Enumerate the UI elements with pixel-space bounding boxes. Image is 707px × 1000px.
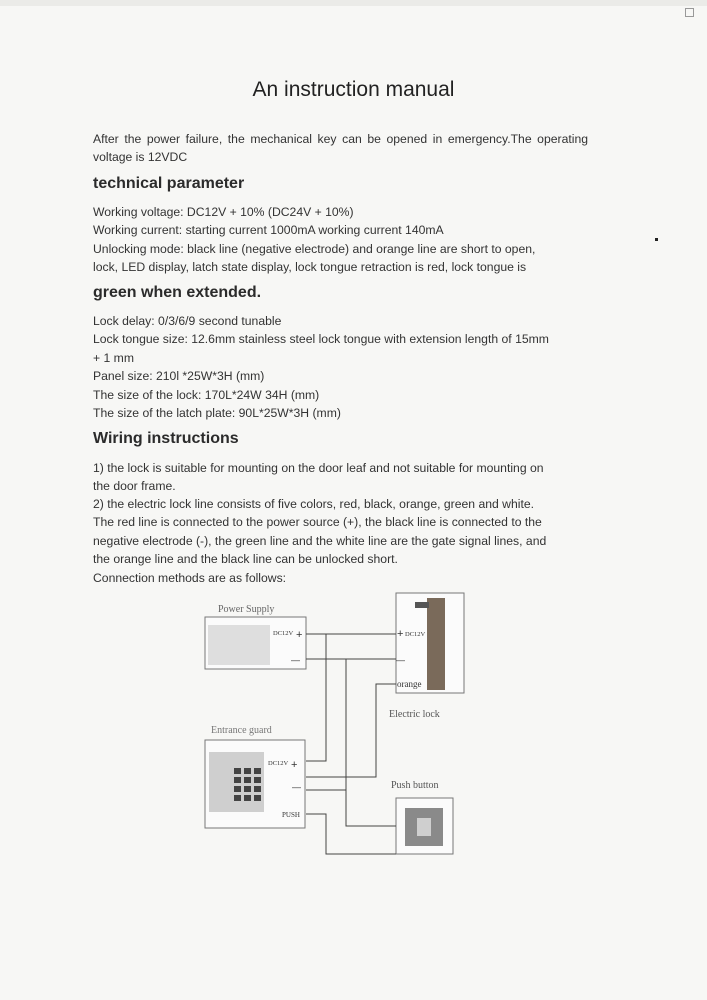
scan-speck — [655, 238, 658, 241]
spec-lock-delay: Lock delay: 0/3/6/9 second tunable — [93, 314, 282, 328]
param-led-display: lock, LED display, latch state display, lock tongue retraction is red, lock tongue is — [93, 260, 527, 275]
section-heading-green: green when extended. — [93, 284, 262, 301]
scan-corner-mark — [685, 8, 694, 17]
wiring-item-2-line-4: the orange line and the black line can be unlocked short. — [93, 552, 398, 567]
power-supply-image — [208, 625, 270, 665]
page-title: An instruction manual — [252, 78, 455, 101]
electric-lock-image — [427, 598, 445, 690]
param-working-voltage: Working voltage: DC12V + 10% (DC24V + 10%) — [93, 205, 354, 219]
spec-lock-tongue: Lock tongue size: 12.6mm stainless steel lock tongue with extension length of 15mm — [93, 332, 549, 347]
lock-plus-sign: + — [397, 628, 404, 640]
power-plus-sign: + — [296, 629, 303, 641]
power-dc12v-label: DC12V — [273, 630, 294, 637]
wiring-item-1-line-1: 1) the lock is suitable for mounting on the door leaf and not suitable for mounting on — [93, 461, 544, 475]
lock-minus-sign: — — [396, 655, 405, 665]
power-minus-sign: — — [291, 655, 300, 665]
section-heading-wiring: Wiring instructions — [93, 430, 239, 447]
param-unlocking-mode: Unlocking mode: black line (negative electrode) and orange line are short to open, — [93, 241, 536, 256]
wiring-item-2-line-3: negative electrode (-), the green line and the white line are the gate signal lines, and — [93, 533, 547, 548]
power-supply-label: Power Supply — [218, 604, 275, 615]
electric-lock-label: Electric lock — [389, 709, 440, 720]
guard-push-label: PUSH — [282, 811, 300, 819]
push-button-label: Push button — [391, 780, 439, 791]
spec-latch-plate: The size of the latch plate: 90L*25W*3H (mm) — [93, 406, 341, 421]
wiring-item-2-line-2: The red line is connected to the power source (+), the black line is connected to the — [93, 515, 542, 530]
wires — [306, 634, 396, 854]
electric-lock-tab — [415, 602, 429, 608]
guard-plus-sign: + — [291, 759, 298, 771]
spec-lock-tongue-cont: + 1 mm — [93, 350, 134, 365]
spec-lock-size: The size of the lock: 170L*24W 34H (mm) — [93, 387, 320, 402]
param-working-current: Working current: starting current 1000mA working current 140mA — [93, 223, 444, 238]
push-button-face — [417, 818, 431, 836]
entrance-guard-label: Entrance guard — [211, 725, 272, 736]
intro-paragraph: After the power failure, the mechanical key can be opened in emergency.The operating voltage is 12VDC — [93, 132, 588, 165]
guard-minus-sign: — — [292, 782, 301, 792]
guard-dc12v-label: DC12V — [268, 760, 289, 767]
wiring-item-2-line-1: 2) the electric lock line consists of five colors, red, black, orange, green and white. — [93, 497, 534, 511]
spec-panel-size: Panel size: 210l *25W*3H (mm) — [93, 369, 265, 384]
lock-orange-label: orange — [397, 679, 422, 689]
wiring-item-1-line-2: the door frame. — [93, 479, 176, 494]
scan-edge-top — [0, 0, 707, 6]
section-heading-technical: technical parameter — [93, 175, 245, 192]
wiring-item-2-line-5: Connection methods are as follows: — [93, 570, 287, 585]
lock-dc12v-label: DC12V — [405, 631, 426, 638]
